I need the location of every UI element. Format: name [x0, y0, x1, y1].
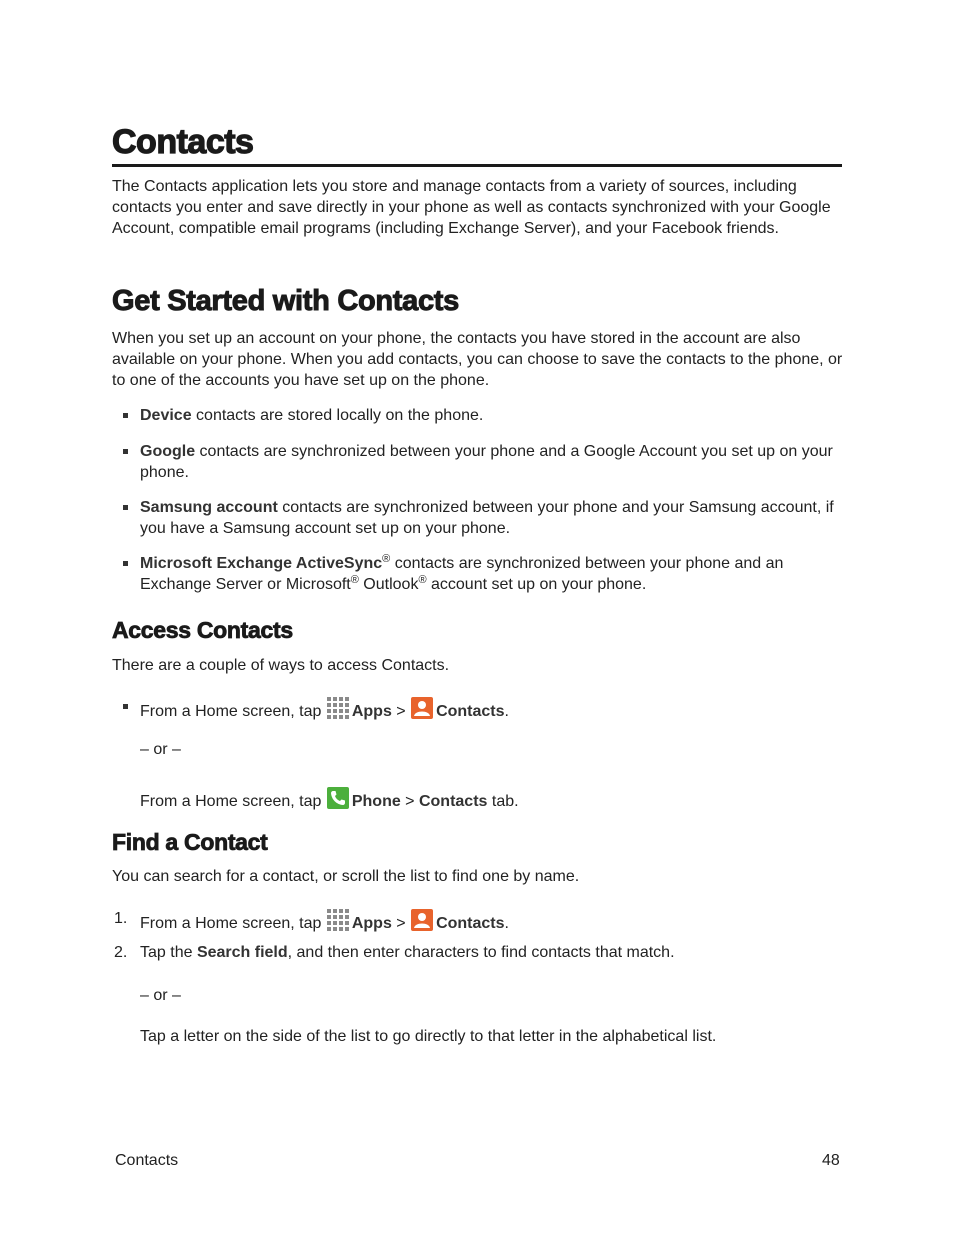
bullet-marker [123, 413, 128, 418]
apps-grid-icon [326, 696, 350, 720]
step-text: , and then enter characters to find contacts that match. [287, 944, 675, 961]
bullet-marker [123, 704, 128, 709]
separator: > [391, 703, 411, 720]
bullet-marker [123, 449, 128, 454]
registered-mark: ® [350, 574, 359, 586]
period: . [504, 915, 509, 932]
phone-label: Phone [351, 793, 401, 810]
page-title: Contacts [112, 123, 254, 161]
section-heading-access: Access Contacts [112, 617, 293, 643]
separator: > [400, 793, 419, 810]
list-item [140, 441, 840, 483]
contacts-label: Contacts [436, 915, 505, 932]
apps-label: Apps [351, 915, 392, 932]
list-item [140, 553, 840, 595]
exchange-term: Microsoft Exchange ActiveSync [140, 555, 383, 572]
footer-section-name: Contacts [115, 1152, 179, 1169]
title-rule [112, 164, 842, 167]
registered-mark: ® [382, 553, 391, 565]
contacts-icon [410, 908, 434, 932]
list-item [140, 497, 840, 539]
apps-label: Apps [351, 703, 392, 720]
section-heading-find: Find a Contact [112, 829, 268, 855]
step-text: tab. [487, 793, 519, 810]
footer-page-number: 48 [822, 1152, 840, 1169]
list-item [140, 696, 840, 722]
list-item [140, 405, 840, 426]
registered-mark: ® [418, 574, 427, 586]
section-heading-get-started: Get Started with Contacts [112, 285, 459, 317]
step-text: Tap the [140, 944, 197, 961]
step-text: From a Home screen, tap [140, 915, 326, 932]
alt-step: Tap a letter on the side of the list to go directly to that letter in the alphabetical list. [140, 1028, 717, 1045]
separator: > [391, 915, 411, 932]
find-paragraph: You can search for a contact, or scroll the list to find one by name. [112, 868, 580, 885]
get-started-paragraph: When you set up an account on your phone, the contacts you have stored in the account are also available on your phone. When you add contacts, you can choose to save the contacts to the phone, or to one of the accounts you have set up on the phone. [112, 330, 843, 389]
or-separator: – or – [140, 987, 181, 1004]
intro-paragraph: The Contacts application lets you store and manage contacts from a variety of sources, including contacts you enter and save directly in your phone as well as contacts synchronized with your Google Account, compatible email programs (including Exchange Server), and your Facebook friends. [112, 178, 831, 237]
step-text: From a Home screen, tap [140, 793, 326, 810]
alt-step [140, 786, 840, 812]
step-number: 2. [114, 944, 128, 961]
or-separator: – or – [140, 741, 181, 758]
step-number: 1. [114, 910, 128, 927]
step-text: From a Home screen, tap [140, 703, 326, 720]
list-item-text: Outlook [358, 576, 419, 593]
samsung-account-term: Samsung account [140, 499, 278, 516]
list-item [140, 942, 840, 963]
contacts-tab-label: Contacts [418, 793, 488, 810]
list-item-text: contacts are stored locally on the phone. [191, 407, 484, 424]
list-item-text: contacts are synchronized between your phone and an Exchange Server or Microsoft [140, 555, 784, 593]
device-term: Device [140, 407, 192, 424]
access-paragraph: There are a couple of ways to access Contacts. [112, 657, 450, 674]
list-item [140, 908, 840, 934]
google-term: Google [140, 443, 196, 460]
contacts-icon [410, 696, 434, 720]
list-item-text: contacts are synchronized between your phone and your Samsung account, if you have a Samsung account set up on your phone. [140, 499, 834, 537]
bullet-marker [123, 561, 128, 566]
contacts-label: Contacts [436, 703, 505, 720]
bullet-marker [123, 505, 128, 510]
phone-icon [326, 786, 350, 810]
search-field-label: Search field [196, 944, 288, 961]
apps-grid-icon [326, 908, 350, 932]
period: . [504, 703, 509, 720]
list-item-text: contacts are synchronized between your phone and a Google Account you set up on your phone. [140, 443, 833, 481]
list-item-text: account set up on your phone. [426, 576, 647, 593]
